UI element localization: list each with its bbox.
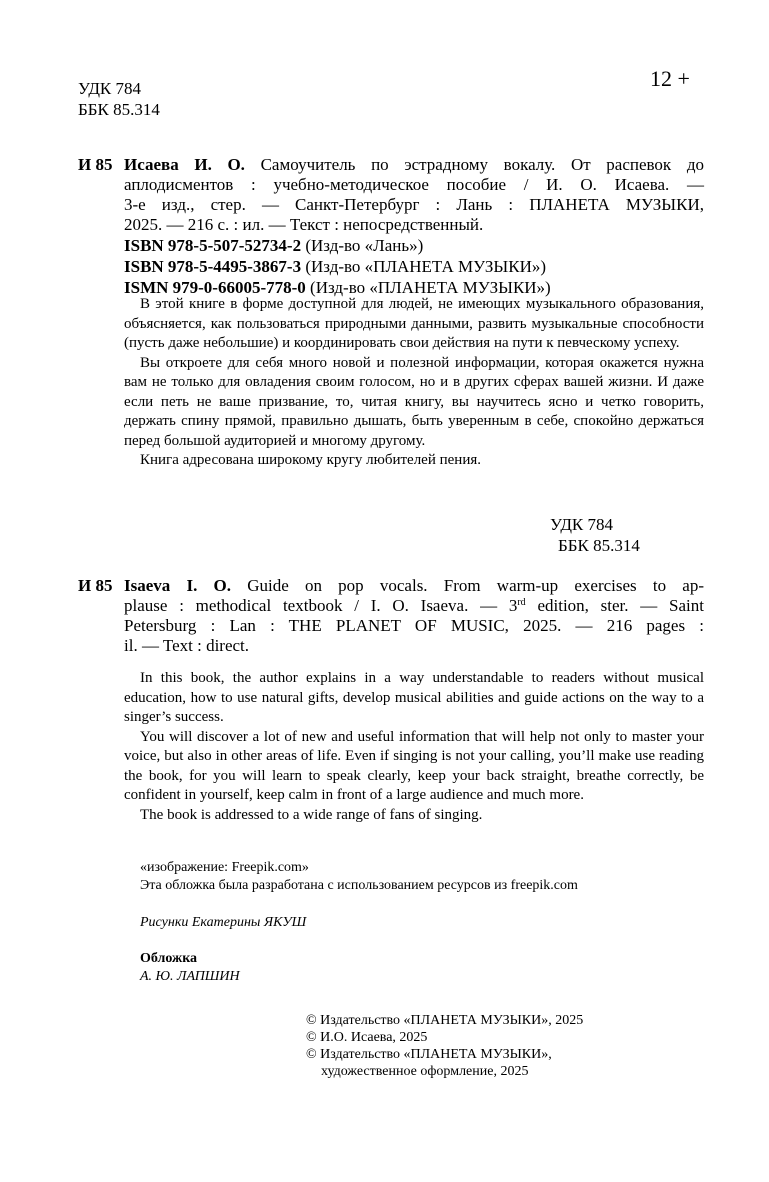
udk-code-en: УДК 784 (550, 515, 614, 534)
ru-annotation-paragraph: Книга адресована широкому кругу любителей пения. (140, 452, 482, 468)
ru-entry-line: 2025. — 216 с. : ил. — Текст : непосредственный. (124, 215, 484, 234)
author-mark: И 85 (78, 155, 113, 174)
en-entry-line: Petersburg : Lan : THE PLANET OF MUSIC, 2025. — 216 pages : (124, 616, 704, 635)
bbk-code: ББК 85.314 (78, 100, 160, 119)
copyright-line: художественное оформление, 2025 (321, 1064, 529, 1079)
en-entry-line: plause : methodical textbook / I. O. Isaeva. — 3rd edition, ster. — Saint (124, 596, 704, 615)
ru-author: Исаева И. О. (124, 155, 245, 174)
copyright-line: © Издательство «ПЛАНЕТА МУЗЫКИ», (306, 1047, 552, 1062)
cover-resource-note: Эта обложка была разработана с использованием ресурсов из freepik.com (140, 878, 578, 893)
copyright-line: © И.О. Исаева, 2025 (306, 1030, 428, 1045)
copyright-block (306, 1012, 583, 1080)
image-credit: «изображение: Freepik.com» (140, 860, 309, 875)
en-bibliographic-entry (78, 576, 704, 656)
en-author: Isaeva I. O. (124, 576, 232, 595)
cover-credit (140, 950, 240, 986)
age-rating: 12 + (650, 66, 690, 91)
illustrations-credit: Рисунки Екатерины ЯКУШ (140, 915, 307, 930)
ru-annotation-paragraph: В этой книге в форме доступной для людей, не имеющих музыкального образования, объясняется, как пользоваться природными данными, развить музыкальные способности (пусть даже небольшие) и координировать свои действия на пути к певческому успеху. (124, 296, 704, 351)
ismn-planet: ISMN 979-0-66005-778-0 (Изд-во «ПЛАНЕТА МУЗЫКИ») (124, 278, 551, 297)
ru-entry-line: Исаева И. О. Самоучитель по эстрадному вокалу. От распевок до (124, 155, 704, 174)
ru-entry-line: 3-е изд., стер. — Санкт-Петербург : Лань : ПЛАНЕТА МУЗЫКИ, (124, 195, 704, 214)
ru-entry-body (124, 155, 704, 235)
en-annotation (124, 669, 704, 825)
isbn-lan: ISBN 978-5-507-52734-2 (Изд-во «Лань») (124, 236, 424, 255)
author-mark-en: И 85 (78, 576, 113, 595)
en-entry-line: il. — Text : direct. (124, 636, 250, 655)
image-credits (140, 859, 578, 895)
cover-label: Обложка (140, 951, 198, 966)
en-annotation-paragraph: You will discover a lot of new and useful information that will help not only to master your voice, but also in other areas of life. Even if singing is not your calling, you’ll make use reading the book, for you will learn to speak clearly, keep your back straight, breathe correctly, be confident in yourself, keep calm in front of a large audience and much more. (124, 728, 704, 803)
en-annotation-paragraph: The book is addressed to a wide range of fans of singing. (140, 806, 483, 823)
isbn-planet: ISBN 978-5-4495-3867-3 (Изд-во «ПЛАНЕТА МУЗЫКИ») (124, 257, 547, 276)
ru-annotation-paragraph: Вы откроете для себя много новой и полезной информации, которая окажется нужна вам не только для овладения своим голосом, но и в других сферах вашей жизни. И даже если петь не ваше призвание, то, читая книгу, вы научитесь ясно и четко говорить, держать спину прямой, правильно дышать, быть уверенным в себе, спокойно держаться перед большой аудиторией и многому другому. (124, 354, 704, 449)
identifier-list (124, 235, 551, 298)
ru-annotation (124, 295, 704, 471)
en-entry-line: Isaeva I. O. Guide on pop vocals. From warm-up exercises to ap- (124, 576, 704, 595)
mid-classification (550, 514, 640, 556)
en-annotation-paragraph: In this book, the author explains in a way understandable to readers without musical education, how to use natural gifts, develop musical abilities and guide actions on the way to a singer’s success. (124, 670, 704, 725)
bbk-code-en: ББК 85.314 (558, 536, 640, 555)
en-entry-body (124, 576, 704, 656)
top-classification (78, 78, 160, 120)
udk-code: УДК 784 (78, 79, 142, 98)
ru-bibliographic-entry (78, 155, 704, 235)
ru-entry-line: аплодисментов : учебно-методическое пособие / И. О. Исаева. — (124, 175, 704, 194)
cover-author: А. Ю. ЛАПШИН (140, 969, 240, 984)
copyright-line: © Издательство «ПЛАНЕТА МУЗЫКИ», 2025 (306, 1013, 584, 1028)
